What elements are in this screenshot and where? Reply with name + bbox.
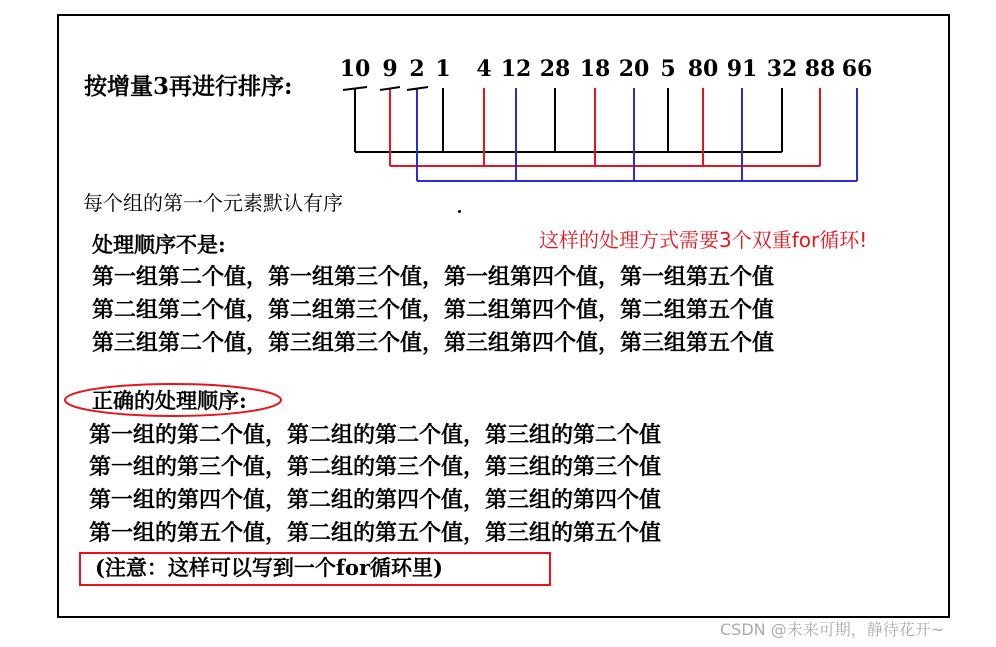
sorted-note: 每个组的第一个元素默认有序 — [83, 191, 343, 215]
sequence-number: 88 — [804, 56, 836, 82]
correct-order-title: 正确的处理顺序: — [92, 388, 247, 413]
sequence-number: 80 — [687, 56, 719, 82]
correct-order-line-1: 第一组的第二个值，第二组的第二个值，第三组的第二个值 — [89, 422, 662, 448]
sequence-number: 20 — [618, 56, 650, 82]
wrong-order-line-2: 第二组第二个值，第二组第三个值，第二组第四个值，第二组第五个值 — [92, 297, 775, 323]
sequence-number: 9 — [382, 56, 398, 82]
sequence-number: 5 — [660, 56, 676, 82]
correct-order-line-2: 第一组的第三个值，第二组的第三个值，第三组的第三个值 — [89, 454, 662, 480]
watermark: CSDN @未来可期，静待花开~ — [720, 620, 945, 639]
attention-note: (注意：这样可以写到一个for循环里) — [95, 555, 443, 580]
sequence-number: 4 — [476, 56, 492, 82]
sequence-number: 18 — [579, 56, 611, 82]
sequence-number: 91 — [726, 56, 758, 82]
sequence-number: 66 — [841, 56, 873, 82]
sequence-number: 1 — [435, 56, 451, 82]
wrong-order-title: 处理顺序不是: — [92, 232, 226, 257]
sequence-number: 28 — [539, 56, 571, 82]
correct-order-line-4: 第一组的第五个值，第二组的第五个值，第三组的第五个值 — [89, 520, 662, 546]
stray-dot — [458, 210, 461, 213]
sequence-number: 12 — [500, 56, 532, 82]
wrong-order-line-3: 第三组第二个值，第三组第三个值，第三组第四个值，第三组第五个值 — [92, 330, 775, 356]
sequence-number: 10 — [339, 56, 371, 82]
sequence-number: 2 — [409, 56, 425, 82]
increment-label: 按增量3再进行排序: — [84, 73, 293, 100]
loop-note: 这样的处理方式需要3个双重for循环! — [539, 228, 868, 252]
sequence-number: 32 — [766, 56, 798, 82]
wrong-order-line-1: 第一组第二个值，第一组第三个值，第一组第四个值，第一组第五个值 — [92, 264, 775, 290]
correct-order-line-3: 第一组的第四个值，第二组的第四个值，第三组的第四个值 — [89, 487, 662, 513]
